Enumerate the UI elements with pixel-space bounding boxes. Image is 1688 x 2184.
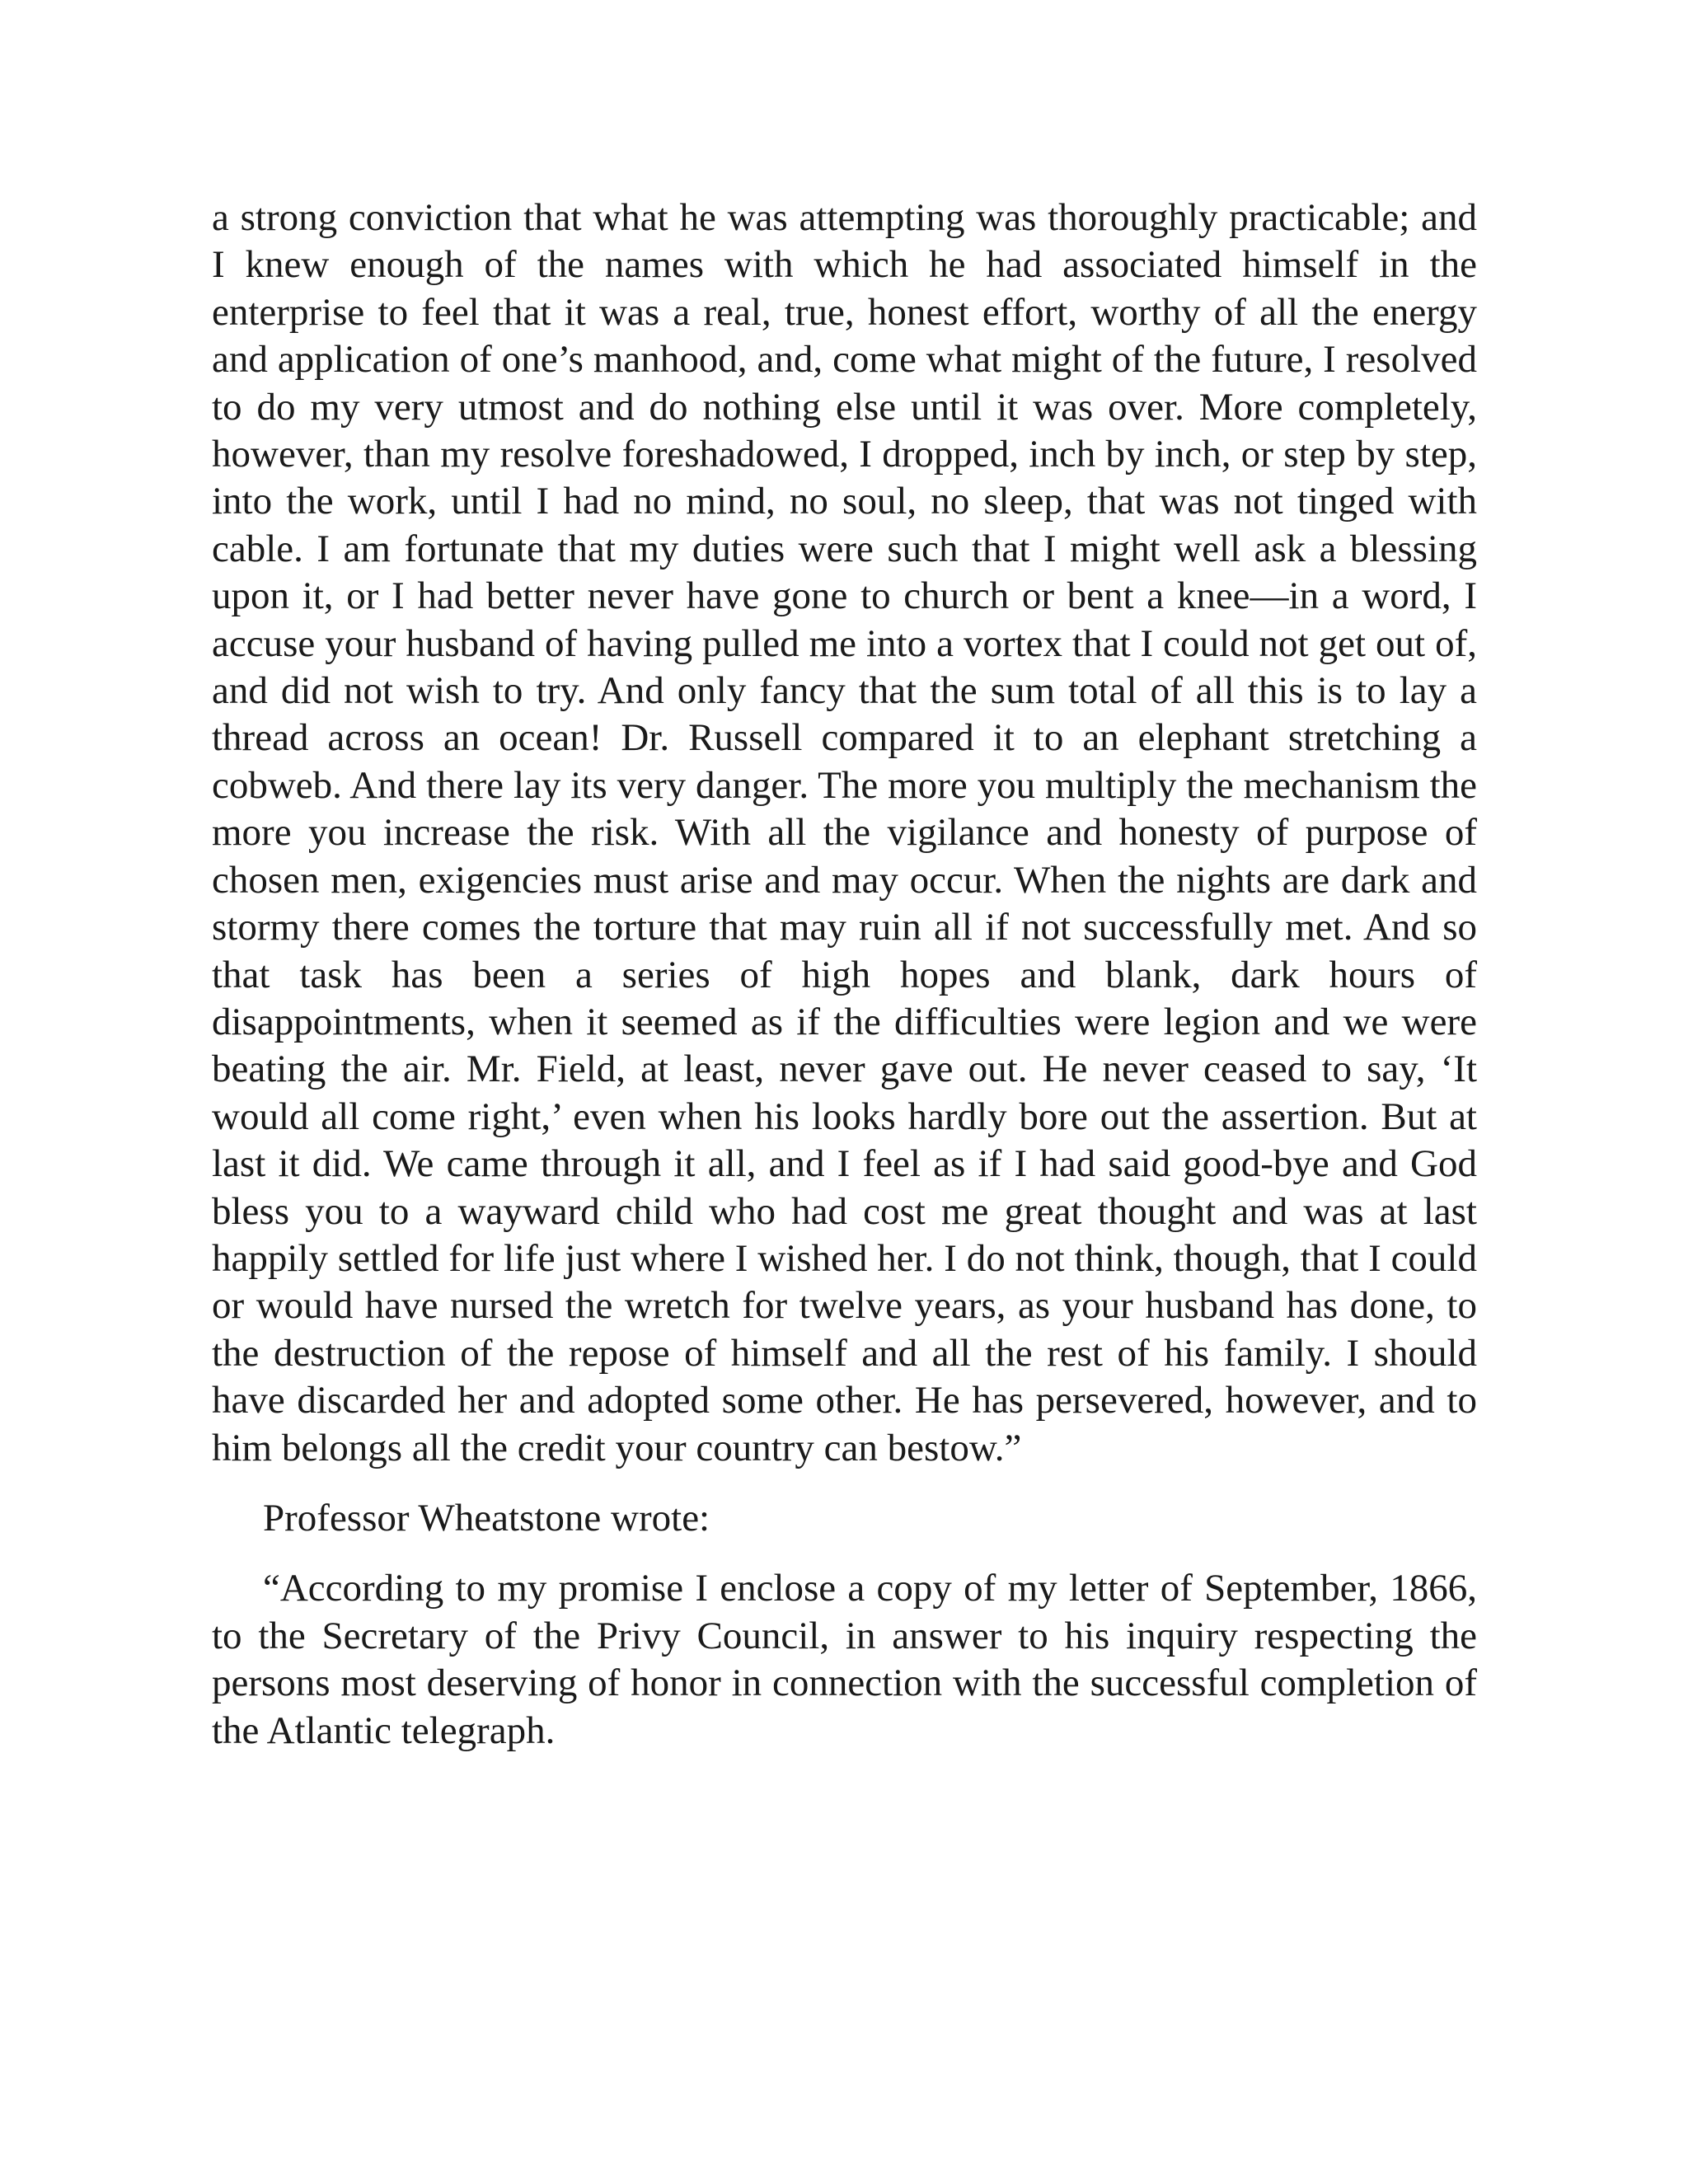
document-page xyxy=(212,194,1477,1755)
paragraph-wheatstone-intro: Professor Wheatstone wrote: xyxy=(263,1496,710,1540)
paragraph-wheatstone-letter: “According to my promise I enclose a copy of my letter of September, 1866, to the Secretary of the Privy Council, in answer to his inquiry respecting the persons most deserving of honor in connection with the successful completion of the Atlantic telegraph. xyxy=(212,1567,1477,1752)
paragraph-letter-continuation: a strong conviction that what he was attempting was thoroughly practicable; and I knew enough of the names with which he had associated himself in the enterprise to feel that it was a real, true, honest effort, worthy of all the energy and application of one’s manhood, and, come what might of the future, I resolved to do my very utmost and do nothing else until it was over. More completely, however, than my resolve foreshadowed, I dropped, inch by inch, or step by step, into the work, until I had no mind, no soul, no sleep, that was not tinged with cable. I am fortunate that my duties were such that I might well ask a blessing upon it, or I had better never have gone to church or bent a knee—in a word, I accuse your husband of having pulled me into a vortex that I could not get out of, and did not wish to try. And only fancy that the sum total of all this is to lay a thread across an ocean! Dr. Russell compared it to an elephant stretching a cobweb. And there lay its very danger. The more you multiply the mechanism the more you increase the risk. With all the vigilance and honesty of purpose of chosen men, exigencies must arise and may occur. When the nights are dark and stormy there comes the torture that may ruin all if not successfully met. And so that task has been a series of high hopes and blank, dark hours of disappointments, when it seemed as if the difficulties were legion and we were beating the air. Mr. Field, at least, never gave out. He never ceased to say, ‘It would all come right,’ even when his looks hardly bore out the assertion. But at last it did. We came through it all, and I feel as if I had said good-bye and God bless you to a wayward child who had cost me great thought and was at last happily settled for life just where I wished her. I do not think, though, that I could or would have nursed the wretch for twelve years, as your husband has done, to the destruction of the repose of himself and all the rest of his family. I should have discarded her and adopted some other. He has persevered, however, and to him belongs all the credit your country can bestow.” xyxy=(212,196,1477,1469)
